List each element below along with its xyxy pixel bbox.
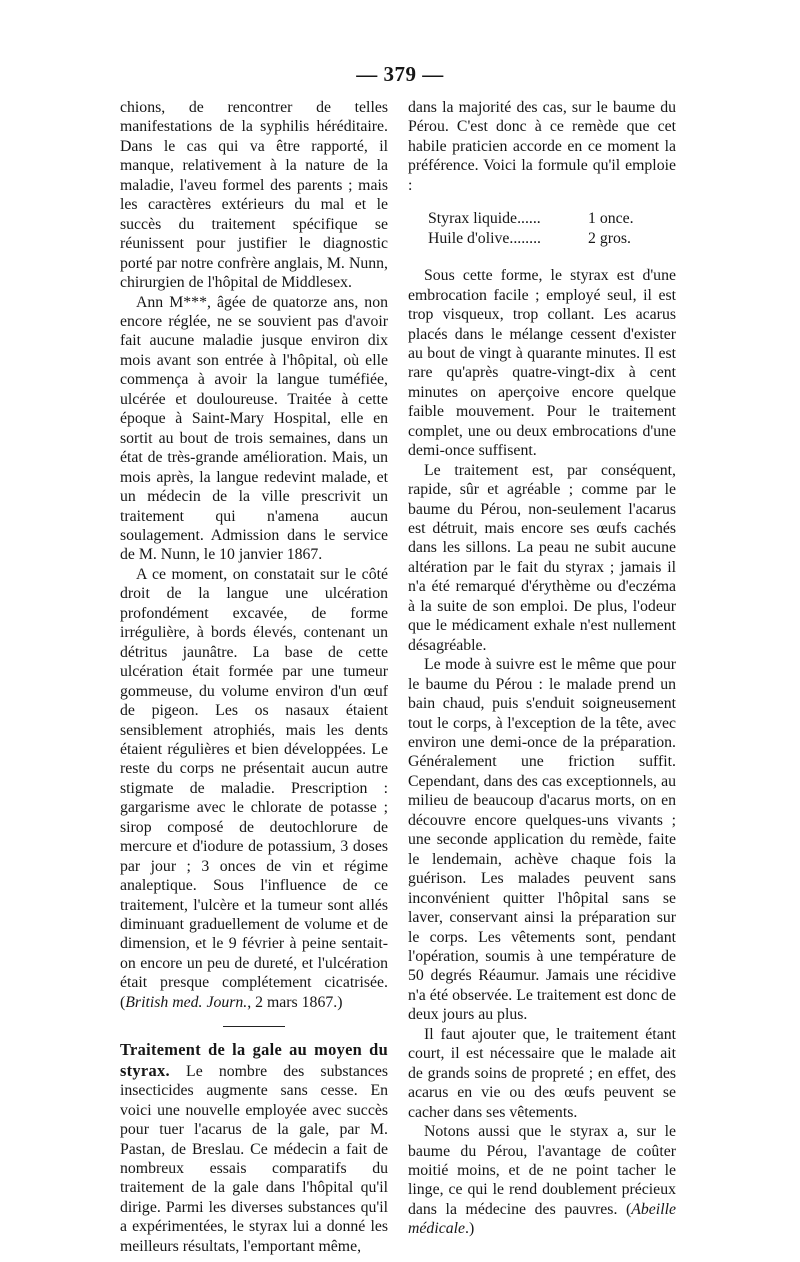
formula-row bbox=[428, 229, 676, 248]
paragraph: chions, de rencontrer de telles manifestations de la syphilis héréditaire. Dans le cas qui va être rapporté, il manque, relativement à la nature de la maladie, l'aveu formel des parents ; mais les caractères extérieurs du mal et le succès du traitement spécifique se réunissent pour justifier le diagnostic porté par notre confrère anglais, M. Nunn, chirurgien de l'hôpital de Middlesex. bbox=[120, 99, 388, 292]
paragraph-text: A ce moment, on constatait sur le côté droit de la langue une ulcération profondément excavée, de forme irrégulière, à bords élevés, contenant un détritus jaunâtre. La base de cette ulcération était formée par une tumeur gommeuse, du volume environ d'un œuf de pigeon. Les os nasaux étaient sensiblement atrophiés, mais les dents étaient régulières et bien développées. Le reste du corps ne présentait aucun autre stigmate de maladie. Prescription : gargarisme avec le chlorate de potasse ; sirop composé de deutochlorure de mercure et d'iodure de potassium, 3 doses par jour ; 3 onces de vin et régime analeptique. Sous l'influence de ce traitement, l'ulcère et la tumeur sont allés diminuant graduellement de volume et de dimension, et le 9 février à peine sentait-on encore un peu de dureté, et l'ulcération était presque complétement cicatrisée. ( bbox=[120, 565, 388, 1011]
paragraph: Le mode à suivre est le même que pour le baume du Pérou : le malade prend un bain chaud, puis s'enduit soigneusement tout le corps, à l'exception de la tête, avec environ une demi-once de la préparation. Généralement une friction suffit. Cependant, dans des cas exceptionnels, au milieu de beaucoup d'acarus morts, on en découvre encore quelques-uns vivants ; une seconde application du remède, faite le lendemain, achève chaque fois la guérison. Les malades peuvent sans inconvénient quitter l'hôpital sans se laver, conservant ainsi la préparation sur le corps. Les vêtements sont, pendant l'opération, soumis à une température de 50 degrés Réaumur. Jamais une récidive n'a été observée. Le traitement est donc de deux jours au plus. bbox=[408, 656, 676, 1024]
right-column bbox=[408, 98, 676, 1239]
paragraph bbox=[408, 1122, 676, 1239]
ingredient-name: Huile d'olive........ bbox=[428, 229, 541, 247]
citation: British med. Journ. bbox=[125, 993, 248, 1011]
ingredient-quantity: 2 gros. bbox=[588, 229, 632, 247]
paragraph: Le traitement est, par conséquent, rapide, sûr et agréable ; comme par le baume du Pérou, non-seulement l'acarus est détruit, mais encore ses œufs cachés dans les sillons. La peau ne subit aucune altération par le fait du styrax ; jamais il n'a été remarqué d'érythème ou d'eczéma à la suite de son emploi. De plus, l'odeur que le médicament exhale n'est nullement désagréable. bbox=[408, 461, 676, 654]
paragraph: Il faut ajouter que, le traitement étant court, il est nécessaire que le malade ait de grands soins de propreté ; en effet, des acarus en vie ou des œufs peuvent se cacher dans ses vêtements. bbox=[408, 1025, 676, 1121]
paragraph-text: .) bbox=[465, 1220, 475, 1238]
paragraph-text: Le nombre des substances insecticides augmente sans cesse. En voici une nouvelle employée avec succès pour tuer l'acarus de la gale, par M. Pastan, de Breslau. Ce médecin a fait de nombreux essais comparatifs du traitement de la gale dans l'hôpital qu'il dirige. Parmi les diverses substances qu'il a expérimentées, le styrax lui a donné les meilleurs résultats, l'emportant même, bbox=[120, 1062, 388, 1255]
page-number: — 379 — bbox=[356, 62, 444, 86]
ingredient-quantity: 1 once. bbox=[588, 210, 634, 228]
paragraph: Ann M***, âgée de quatorze ans, non encore réglée, ne se souvient pas d'avoir fait aucune maladie jusque environ dix mois avant son entrée à l'hôpital, où elle commença à avoir la langue tuméfiée, ulcérée et douloureuse. Traitée à cette époque à Saint-Mary Hospital, elle en sortit au bout de trois semaines, dans un état de très-grande amélioration. Mais, un mois après, la langue redevint malade, et un médecin de la ville prescrivit un traitement qui n'amena aucun soulagement. Admission dans le service de M. Nunn, le 10 janvier 1867. bbox=[120, 293, 388, 564]
paragraph: dans la majorité des cas, sur le baume du Pérou. C'est donc à ce remède que cet habile praticien accorde en ce moment la préférence. Voici la formule qu'il emploie : bbox=[408, 99, 676, 194]
formula-row bbox=[428, 209, 676, 228]
section-divider bbox=[223, 1026, 285, 1027]
paragraph bbox=[120, 565, 388, 1012]
paragraph-text: Notons aussi que le styrax a, sur le baume du Pérou, l'avantage de coûter moitié moins, et de ne point tacher le linge, ce qui le rend doublement précieux dans la médecine des pauvres. ( bbox=[408, 1123, 676, 1218]
left-column bbox=[120, 98, 388, 1256]
paragraph bbox=[120, 1040, 388, 1256]
citation: Abeille médicale bbox=[408, 1200, 676, 1238]
section-title: Traitement de la gale au moyen du styrax. bbox=[120, 1040, 388, 1080]
ingredient-name: Styrax liquide...... bbox=[428, 210, 541, 228]
paragraph-text: , 2 mars 1867.) bbox=[247, 993, 343, 1011]
formula bbox=[428, 209, 676, 248]
paragraph: Sous cette forme, le styrax est d'une embrocation facile ; employé seul, il est trop visqueux, trop collant. Les acarus placés dans le mélange cessent d'exister au bout de vingt à quarante minutes. Il est rare qu'après quatre-vingt-dix à cent minutes on aperçoive encore quelque faible mouvement. Pour le traitement complet, une ou deux embrocations d'une demi-once suffisent. bbox=[408, 267, 676, 460]
